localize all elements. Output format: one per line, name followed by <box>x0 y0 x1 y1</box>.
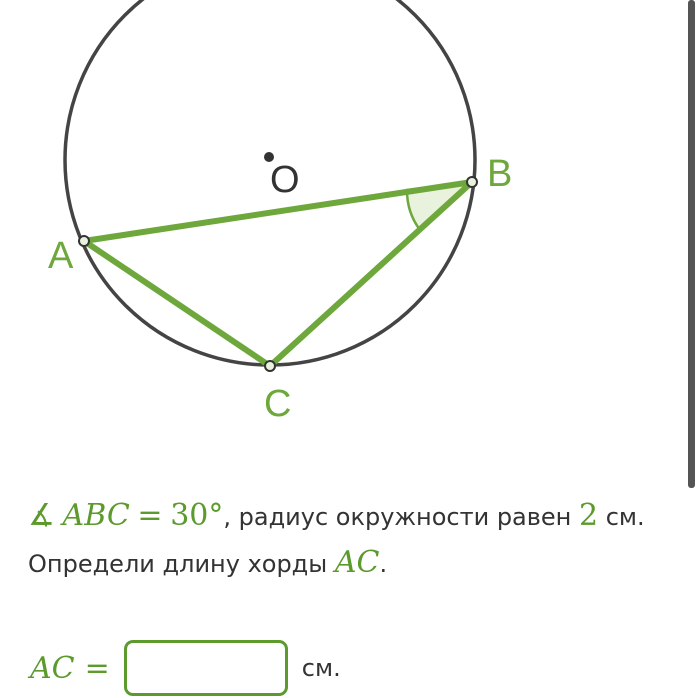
label-c: C <box>264 383 292 425</box>
problem-text-3: Определи длину хорды <box>28 550 335 578</box>
angle-value: 30° <box>170 498 224 533</box>
problem-statement <box>28 493 678 587</box>
problem-text-1: , радиус окружности равен <box>223 503 579 531</box>
chord-name: AC <box>334 545 380 580</box>
label-o: O <box>270 159 300 201</box>
label-a: A <box>48 235 74 277</box>
answer-equals: = <box>84 650 110 686</box>
angle-name: ABC <box>62 498 130 533</box>
chord-ac <box>84 241 270 366</box>
problem-line-2 <box>28 540 678 587</box>
problem-text-4: . <box>379 550 388 578</box>
scrollbar[interactable] <box>688 0 695 488</box>
problem-text-2: см. <box>598 503 645 531</box>
answer-label: AC <box>30 650 75 686</box>
point-a <box>79 236 89 246</box>
label-b: B <box>487 153 513 195</box>
problem-line-1 <box>28 493 678 540</box>
answer-input[interactable] <box>124 640 288 696</box>
angle-symbol: ∡ <box>28 498 55 533</box>
answer-row <box>30 638 341 698</box>
point-b <box>467 177 477 187</box>
answer-unit: см. <box>301 654 341 682</box>
equals-sign: = <box>137 498 163 533</box>
point-c <box>265 361 275 371</box>
radius-value: 2 <box>579 498 599 533</box>
